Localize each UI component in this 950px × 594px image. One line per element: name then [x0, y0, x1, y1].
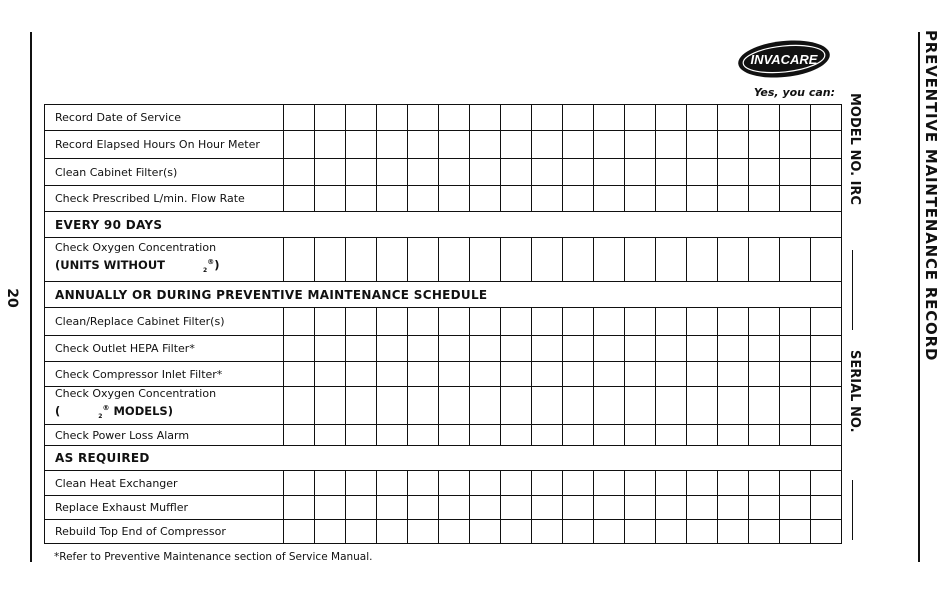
record-cell[interactable]	[284, 362, 315, 387]
record-cell[interactable]	[687, 336, 718, 362]
record-cell[interactable]	[687, 425, 718, 446]
record-cell[interactable]	[408, 131, 439, 159]
record-cell[interactable]	[811, 336, 842, 362]
record-cell[interactable]	[470, 425, 501, 446]
record-cell[interactable]	[284, 496, 315, 520]
table-row	[45, 308, 842, 336]
record-cell[interactable]	[315, 425, 346, 446]
record-cell[interactable]	[315, 362, 346, 387]
record-cell[interactable]	[811, 520, 842, 544]
record-cell[interactable]	[718, 362, 749, 387]
record-cell[interactable]	[377, 496, 408, 520]
record-cell[interactable]	[718, 131, 749, 159]
record-cell[interactable]	[439, 131, 470, 159]
record-cell[interactable]	[749, 308, 780, 336]
record-cell[interactable]	[408, 238, 439, 282]
row-label: Check Compressor Inlet Filter*	[45, 362, 284, 387]
record-cell[interactable]	[687, 186, 718, 212]
table-row	[45, 238, 842, 282]
record-cell[interactable]	[687, 387, 718, 425]
model-number-blank[interactable]	[852, 250, 853, 330]
record-cell[interactable]	[315, 496, 346, 520]
record-cell[interactable]	[470, 387, 501, 425]
record-cell[interactable]	[563, 425, 594, 446]
record-cell[interactable]	[718, 387, 749, 425]
row-label: Check Power Loss Alarm	[45, 425, 284, 446]
record-cell[interactable]	[284, 238, 315, 282]
page-number: 20	[4, 288, 20, 308]
record-cell[interactable]	[780, 131, 811, 159]
record-cell[interactable]	[718, 186, 749, 212]
record-cell[interactable]	[780, 238, 811, 282]
record-cell[interactable]	[501, 387, 532, 425]
record-cell[interactable]	[408, 387, 439, 425]
record-cell[interactable]	[780, 159, 811, 186]
footnote: *Refer to Preventive Maintenance section of Service Manual.	[54, 551, 373, 563]
record-cell[interactable]	[594, 496, 625, 520]
row-label: Clean/Replace Cabinet Filter(s)	[45, 308, 284, 336]
record-cell[interactable]	[315, 186, 346, 212]
record-cell[interactable]	[749, 471, 780, 496]
table-row	[45, 362, 842, 387]
record-cell[interactable]	[532, 520, 563, 544]
record-cell[interactable]	[284, 308, 315, 336]
record-cell[interactable]	[656, 336, 687, 362]
record-cell[interactable]	[501, 308, 532, 336]
record-cell[interactable]	[470, 336, 501, 362]
record-cell[interactable]	[532, 159, 563, 186]
record-cell[interactable]	[780, 105, 811, 131]
row-label: Check Outlet HEPA Filter*	[45, 336, 284, 362]
record-cell[interactable]	[315, 520, 346, 544]
record-cell[interactable]	[780, 425, 811, 446]
record-cell[interactable]	[346, 186, 377, 212]
model-number-label: MODEL NO. IRC	[847, 93, 862, 205]
record-cell[interactable]	[563, 238, 594, 282]
record-cell[interactable]	[346, 471, 377, 496]
record-cell[interactable]	[625, 238, 656, 282]
record-cell[interactable]	[315, 471, 346, 496]
record-cell[interactable]	[687, 131, 718, 159]
record-cell[interactable]	[439, 186, 470, 212]
table-row	[45, 186, 842, 212]
record-cell[interactable]	[315, 105, 346, 131]
record-cell[interactable]	[625, 186, 656, 212]
serial-number-blank[interactable]	[852, 480, 853, 540]
record-cell[interactable]	[749, 362, 780, 387]
record-cell[interactable]	[532, 105, 563, 131]
record-cell[interactable]	[315, 131, 346, 159]
record-cell[interactable]	[470, 105, 501, 131]
record-cell[interactable]	[377, 362, 408, 387]
record-cell[interactable]	[656, 362, 687, 387]
form-title: PREVENTIVE MAINTENANCE RECORD	[922, 30, 940, 362]
record-cell[interactable]	[532, 186, 563, 212]
record-cell[interactable]	[501, 238, 532, 282]
record-cell[interactable]	[625, 308, 656, 336]
record-cell[interactable]	[470, 186, 501, 212]
row-label-line: Check Oxygen Concentration	[55, 387, 217, 400]
maintenance-table	[44, 104, 842, 544]
record-cell[interactable]	[749, 159, 780, 186]
record-cell[interactable]	[811, 159, 842, 186]
record-cell[interactable]	[346, 362, 377, 387]
record-cell[interactable]	[439, 308, 470, 336]
table-row	[45, 387, 842, 425]
record-cell[interactable]	[656, 496, 687, 520]
record-cell[interactable]	[439, 362, 470, 387]
record-cell[interactable]	[408, 159, 439, 186]
record-cell[interactable]	[656, 425, 687, 446]
record-cell[interactable]	[408, 496, 439, 520]
record-cell[interactable]	[532, 362, 563, 387]
record-cell[interactable]	[377, 186, 408, 212]
record-cell[interactable]	[346, 496, 377, 520]
record-cell[interactable]	[563, 496, 594, 520]
record-cell[interactable]	[284, 105, 315, 131]
row-label-line: Check Oxygen Concentration	[55, 240, 217, 254]
record-cell[interactable]	[625, 105, 656, 131]
record-cell[interactable]	[408, 520, 439, 544]
record-cell[interactable]	[625, 520, 656, 544]
record-cell[interactable]	[656, 131, 687, 159]
record-cell[interactable]	[377, 238, 408, 282]
record-cell[interactable]	[656, 186, 687, 212]
record-cell[interactable]	[501, 425, 532, 446]
record-cell[interactable]	[749, 238, 780, 282]
record-cell[interactable]	[811, 105, 842, 131]
record-cell[interactable]	[501, 520, 532, 544]
record-cell[interactable]	[315, 336, 346, 362]
record-cell[interactable]	[377, 425, 408, 446]
record-cell[interactable]	[284, 471, 315, 496]
section-heading: ANNUALLY OR DURING PREVENTIVE MAINTENANCE SCHEDULE	[45, 282, 842, 308]
record-cell[interactable]	[346, 131, 377, 159]
record-cell[interactable]	[718, 496, 749, 520]
record-cell[interactable]	[346, 425, 377, 446]
record-cell[interactable]	[563, 105, 594, 131]
record-cell[interactable]	[687, 496, 718, 520]
record-cell[interactable]	[470, 308, 501, 336]
record-cell[interactable]	[346, 336, 377, 362]
record-cell[interactable]	[563, 159, 594, 186]
record-cell[interactable]	[749, 425, 780, 446]
record-cell[interactable]	[594, 308, 625, 336]
record-cell[interactable]	[811, 186, 842, 212]
record-cell[interactable]	[811, 362, 842, 387]
record-cell[interactable]	[346, 238, 377, 282]
record-cell[interactable]	[346, 520, 377, 544]
record-cell[interactable]	[501, 471, 532, 496]
record-cell[interactable]	[284, 387, 315, 425]
record-cell[interactable]	[625, 387, 656, 425]
table-row	[45, 131, 842, 159]
record-cell[interactable]	[687, 520, 718, 544]
record-cell[interactable]	[532, 496, 563, 520]
table-row	[45, 105, 842, 131]
row-label: Record Elapsed Hours On Hour Meter	[45, 131, 284, 159]
record-cell[interactable]	[749, 131, 780, 159]
table-row	[45, 520, 842, 544]
record-cell[interactable]	[532, 336, 563, 362]
record-cell[interactable]	[439, 238, 470, 282]
row-label	[45, 238, 284, 282]
record-cell[interactable]	[749, 496, 780, 520]
record-cell[interactable]	[687, 238, 718, 282]
record-cell[interactable]	[439, 471, 470, 496]
record-cell[interactable]	[594, 105, 625, 131]
record-cell[interactable]	[656, 159, 687, 186]
row-label-qualifier: (UNITS WITHOUT $_2$®)	[55, 257, 220, 275]
record-cell[interactable]	[532, 308, 563, 336]
record-cell[interactable]	[780, 520, 811, 544]
record-cell[interactable]	[284, 159, 315, 186]
table-row	[45, 336, 842, 362]
table-row	[45, 471, 842, 496]
record-cell[interactable]	[532, 387, 563, 425]
record-cell[interactable]	[470, 131, 501, 159]
record-cell[interactable]	[749, 387, 780, 425]
record-cell[interactable]	[408, 105, 439, 131]
record-cell[interactable]	[563, 308, 594, 336]
record-cell[interactable]	[532, 238, 563, 282]
table-row	[45, 425, 842, 446]
record-cell[interactable]	[656, 105, 687, 131]
record-cell[interactable]	[377, 105, 408, 131]
record-cell[interactable]	[284, 131, 315, 159]
record-cell[interactable]	[749, 336, 780, 362]
record-cell[interactable]	[594, 387, 625, 425]
record-cell[interactable]	[625, 159, 656, 186]
section-row	[45, 282, 842, 308]
record-cell[interactable]	[532, 425, 563, 446]
right-margin-rule	[918, 32, 920, 562]
row-label: Clean Heat Exchanger	[45, 471, 284, 496]
record-cell[interactable]	[811, 238, 842, 282]
record-cell[interactable]	[346, 159, 377, 186]
record-cell[interactable]	[470, 362, 501, 387]
record-cell[interactable]	[377, 387, 408, 425]
record-cell[interactable]	[687, 159, 718, 186]
record-cell[interactable]	[315, 238, 346, 282]
brand-tagline: Yes, you can:	[753, 86, 835, 99]
record-cell[interactable]	[284, 425, 315, 446]
left-margin-rule	[30, 32, 32, 562]
record-cell[interactable]	[439, 387, 470, 425]
table-row	[45, 496, 842, 520]
row-label: Rebuild Top End of Compressor	[45, 520, 284, 544]
record-cell[interactable]	[594, 238, 625, 282]
row-label: Clean Cabinet Filter(s)	[45, 159, 284, 186]
record-cell[interactable]	[501, 336, 532, 362]
record-cell[interactable]	[470, 471, 501, 496]
record-cell[interactable]	[408, 362, 439, 387]
record-cell[interactable]	[346, 387, 377, 425]
record-cell[interactable]	[780, 387, 811, 425]
section-heading: EVERY 90 DAYS	[45, 212, 842, 238]
record-cell[interactable]	[315, 159, 346, 186]
record-cell[interactable]	[718, 308, 749, 336]
record-cell[interactable]	[563, 186, 594, 212]
record-cell[interactable]	[656, 520, 687, 544]
section-heading: AS REQUIRED	[45, 446, 842, 471]
section-row	[45, 446, 842, 471]
record-cell[interactable]	[687, 308, 718, 336]
record-cell[interactable]	[408, 425, 439, 446]
record-cell[interactable]	[656, 238, 687, 282]
record-cell[interactable]	[501, 131, 532, 159]
record-cell[interactable]	[501, 186, 532, 212]
record-cell[interactable]	[377, 131, 408, 159]
record-cell[interactable]	[718, 159, 749, 186]
record-cell[interactable]	[656, 387, 687, 425]
record-cell[interactable]	[346, 105, 377, 131]
record-cell[interactable]	[811, 425, 842, 446]
record-cell[interactable]	[563, 131, 594, 159]
record-cell[interactable]	[811, 387, 842, 425]
record-cell[interactable]	[625, 496, 656, 520]
record-cell[interactable]	[439, 105, 470, 131]
record-cell[interactable]	[594, 131, 625, 159]
record-cell[interactable]	[532, 131, 563, 159]
record-cell[interactable]	[718, 105, 749, 131]
record-cell[interactable]	[439, 520, 470, 544]
record-cell[interactable]	[594, 362, 625, 387]
row-label	[45, 387, 284, 425]
record-cell[interactable]	[470, 520, 501, 544]
record-cell[interactable]	[780, 471, 811, 496]
record-cell[interactable]	[377, 336, 408, 362]
record-cell[interactable]	[780, 496, 811, 520]
record-cell[interactable]	[749, 105, 780, 131]
record-cell[interactable]	[687, 105, 718, 131]
record-cell[interactable]	[718, 425, 749, 446]
row-label-qualifier: ( $_2$® MODELS)	[55, 403, 173, 421]
record-cell[interactable]	[501, 105, 532, 131]
record-cell[interactable]	[625, 131, 656, 159]
record-cell[interactable]	[377, 520, 408, 544]
record-cell[interactable]	[749, 520, 780, 544]
record-cell[interactable]	[470, 159, 501, 186]
record-cell[interactable]	[780, 336, 811, 362]
record-cell[interactable]	[408, 471, 439, 496]
record-cell[interactable]	[377, 308, 408, 336]
record-cell[interactable]	[811, 131, 842, 159]
record-cell[interactable]	[439, 425, 470, 446]
section-row	[45, 212, 842, 238]
record-cell[interactable]	[718, 238, 749, 282]
record-cell[interactable]	[563, 336, 594, 362]
record-cell[interactable]	[780, 362, 811, 387]
record-cell[interactable]	[780, 186, 811, 212]
record-cell[interactable]	[656, 471, 687, 496]
record-cell[interactable]	[408, 308, 439, 336]
record-cell[interactable]	[470, 496, 501, 520]
record-cell[interactable]	[284, 186, 315, 212]
record-cell[interactable]	[501, 159, 532, 186]
record-cell[interactable]	[408, 336, 439, 362]
record-cell[interactable]	[284, 336, 315, 362]
record-cell[interactable]	[408, 186, 439, 212]
record-cell[interactable]	[439, 336, 470, 362]
row-label: Check Prescribed L/min. Flow Rate	[45, 186, 284, 212]
record-cell[interactable]	[625, 336, 656, 362]
record-cell[interactable]	[284, 520, 315, 544]
record-cell[interactable]	[439, 159, 470, 186]
record-cell[interactable]	[594, 520, 625, 544]
row-label: Replace Exhaust Muffler	[45, 496, 284, 520]
record-cell[interactable]	[780, 308, 811, 336]
record-cell[interactable]	[718, 336, 749, 362]
record-cell[interactable]	[687, 471, 718, 496]
record-cell[interactable]	[346, 308, 377, 336]
record-cell[interactable]	[811, 308, 842, 336]
record-cell[interactable]	[687, 362, 718, 387]
serial-number-label: SERIAL NO.	[847, 350, 862, 433]
record-cell[interactable]	[594, 471, 625, 496]
record-cell[interactable]	[563, 362, 594, 387]
record-cell[interactable]	[377, 471, 408, 496]
record-cell[interactable]	[532, 471, 563, 496]
record-cell[interactable]	[594, 186, 625, 212]
record-cell[interactable]	[501, 496, 532, 520]
record-cell[interactable]	[625, 425, 656, 446]
record-cell[interactable]	[656, 308, 687, 336]
record-cell[interactable]	[470, 238, 501, 282]
invacare-logo	[736, 37, 832, 81]
record-cell[interactable]	[501, 362, 532, 387]
record-cell[interactable]	[563, 387, 594, 425]
table-row	[45, 159, 842, 186]
record-cell[interactable]	[439, 496, 470, 520]
record-cell[interactable]	[563, 471, 594, 496]
record-cell[interactable]	[749, 186, 780, 212]
record-cell[interactable]	[563, 520, 594, 544]
record-cell[interactable]	[625, 471, 656, 496]
record-cell[interactable]	[811, 471, 842, 496]
record-cell[interactable]	[377, 159, 408, 186]
record-cell[interactable]	[315, 308, 346, 336]
svg-text:INVACARE: INVACARE	[750, 52, 818, 67]
record-cell[interactable]	[718, 471, 749, 496]
record-cell[interactable]	[811, 496, 842, 520]
record-cell[interactable]	[594, 425, 625, 446]
record-cell[interactable]	[594, 159, 625, 186]
row-label: Record Date of Service	[45, 105, 284, 131]
record-cell[interactable]	[594, 336, 625, 362]
record-cell[interactable]	[315, 387, 346, 425]
record-cell[interactable]	[718, 520, 749, 544]
record-cell[interactable]	[625, 362, 656, 387]
